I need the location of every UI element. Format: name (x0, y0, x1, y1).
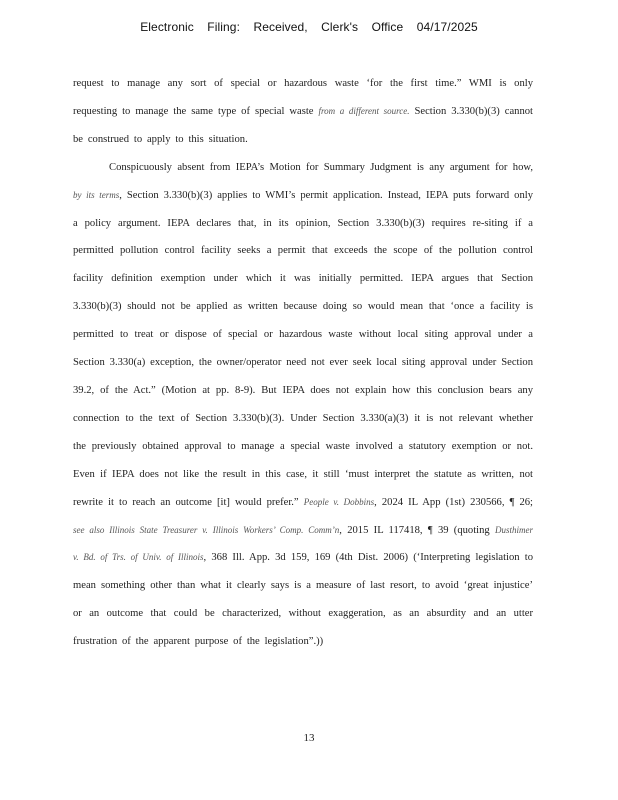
paragraph-continuation (73, 70, 533, 154)
paragraph-text: , 2015 IL 117418, ¶ 39 (quoting (339, 524, 495, 536)
paragraph-text: , 2024 IL App (1st) 230566, ¶ 26; (374, 496, 533, 508)
paragraph-argument (73, 154, 533, 656)
page-number: 13 (303, 732, 315, 744)
efiling-stamp-header: Electronic Filing: Received, Clerk's Office 04/17/2025 (140, 20, 478, 34)
paragraph-text: Section 3.330(b)(3) cannot be construed to apply to this situation. (73, 105, 533, 145)
paragraph-text: Conspicuously absent from IEPA’s Motion for Summary Judgment is any argument for how, (109, 161, 533, 173)
italic-emphasis: by its terms (73, 189, 120, 200)
italic-emphasis: from a different source. (318, 105, 410, 116)
case-citation: see also Illinois State Treasurer v. Illinois Workers’ Comp. Comm’n (73, 524, 340, 535)
case-citation: Dusthimer v. Bd. of Trs. of Univ. of Illinois (73, 524, 533, 563)
case-citation: People v. Dobbins (303, 496, 375, 507)
document-body (73, 70, 533, 656)
paragraph-text: , 368 Ill. App. 3d 159, 169 (4th Dist. 2006) (‘Interpreting legislation to mean something other than what it clearly says is a measure of last resort, to avoid ‘great injustice’ or an outcome that could be characterized, without exaggeration, as an absurdity and an utter frustration of the apparent purpose of the legislation”.)) (73, 552, 533, 648)
paragraph-text: request to manage any sort of special or hazardous waste ‘for the first time.” WMI is only requesting to manage the same type of special waste (73, 78, 533, 117)
paragraph-text: , Section 3.330(b)(3) applies to WMI’s permit application. Instead, IEPA puts forward only a policy argument. IEPA declares that, in its opinion, Section 3.330(b)(3) requires re-siting if a permitted pollution control facility seeks a permit that exceeds the scope of the pollution control facility definition exemption under which it was initially permitted. IEPA argues that Section 3.330(b)(3) should not be applied as written because doing so would mean that ‘once a facility is permitted to treat or dispose of special or hazardous waste without local siting approval under a Section 3.330(a) exception, the owner/operator need not ever seek local siting approval under Section 39.2, of the Act.” (Motion at pp. 8-9). But IEPA does not explain how this conclusion bears any connection to the text of Section 3.330(b)(3). Under Section 3.330(a)(3) it is not relevant whether the previously obtained approval to manage a special waste involved a statutory exemption or not. Even if IEPA does not like the result in this case, it still ‘must interpret the statute as written, not rewrite it to reach an outcome [it] would prefer.” (73, 189, 533, 508)
